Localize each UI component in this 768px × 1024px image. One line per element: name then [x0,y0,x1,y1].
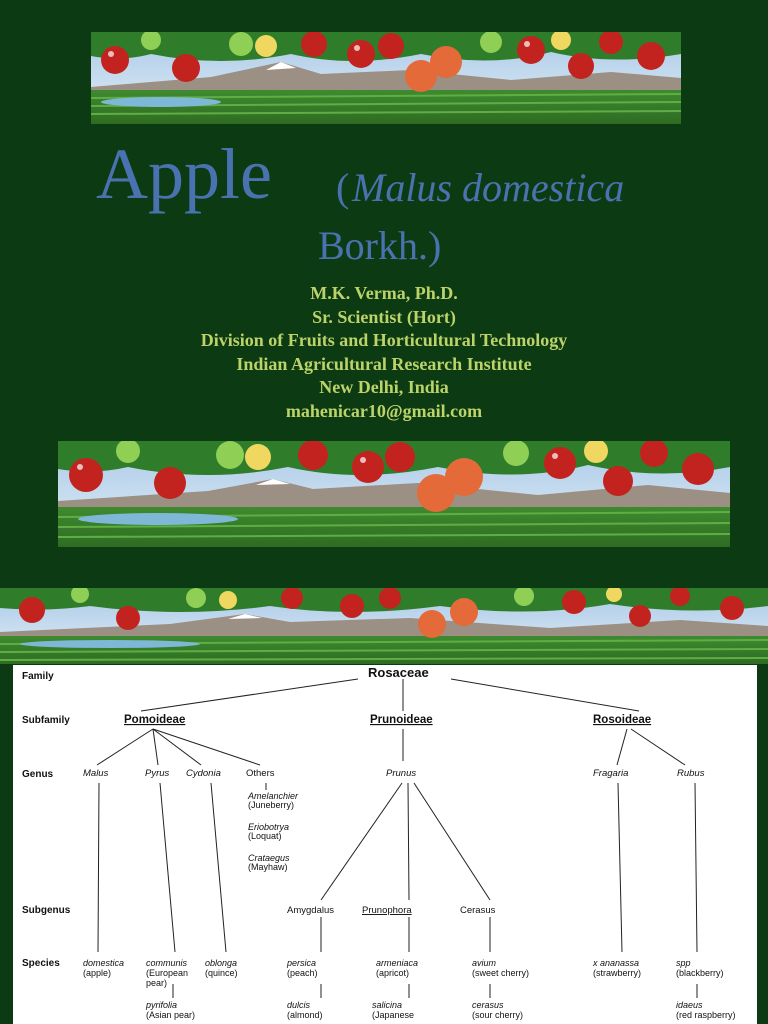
species-pyrifolia: pyrifolia [146,1000,178,1010]
title-authority-line [318,223,442,268]
species-idaeus: idaeus [676,1000,703,1010]
orchard-illustration [58,441,730,547]
species-pyrifolia-common: (Asian pear) [146,1010,196,1020]
species-armeniaca: armeniaca [376,958,419,968]
author-name: M.K. Verma, Ph.D. [310,283,458,303]
row-label-subgenus: Subgenus [22,905,71,916]
taxonomy-tree-panel [13,665,757,1024]
slide-title [0,134,768,228]
author-position: Sr. Scientist (Hort) [312,306,456,327]
author-division: Division of Fruits and Horticultural Technology [200,330,568,350]
species-dulcis-common: (almond) [287,1010,323,1020]
others-crataegus: Crataegus [248,853,290,863]
subgenus-prunophora: Prunophora [362,905,412,916]
species-idaeus-common: (red raspberry) [676,1010,736,1020]
genus-others: Others [246,768,275,779]
subfamily-prunoideae: Prunoideae [370,714,433,726]
author-email[interactable]: mahenicar10@gmail.com [285,400,483,421]
species-avium: avium [472,958,497,968]
species-cerasus-common: (sour cherry) [472,1010,524,1020]
subfamily-pomoideae: Pomoideae [124,714,186,726]
others-amelanchier: Amelanchier [248,791,299,801]
others-eriobotrya-common: (Loquat) [248,831,282,841]
family-name: Rosaceae [368,665,429,680]
author-location: New Delhi, India [319,377,449,397]
subgenus-amygdalus: Amygdalus [287,905,334,916]
genus-fragaria: Fragaria [593,768,629,779]
tree-connectors [97,679,697,998]
genus-pyrus: Pyrus [145,768,170,779]
taxonomy-tree [13,665,757,1024]
row-label-family: Family [22,671,54,682]
apple-orchard-banner-slide2 [0,588,768,664]
genus-malus: Malus [83,768,109,779]
species-persica: persica [287,958,317,968]
species-spp: spp [676,958,691,968]
title-open-paren: ( [336,165,350,210]
species-spp-common: (blackberry) [676,968,724,978]
species-salicina: salicina [372,1000,403,1010]
others-amelanchier-common: (Juneberry) [248,800,295,810]
orchard-illustration [0,588,768,664]
species-dulcis: dulcis [287,1000,311,1010]
species-avium-common: (sweet cherry) [472,968,530,978]
species-oblonga-common: (quince) [205,968,238,978]
species-persica-common: (peach) [287,968,318,978]
species-communis-common: (European [146,968,189,978]
genus-prunus: Prunus [386,768,417,779]
orchard-illustration [91,32,681,124]
genus-rubus: Rubus [677,768,705,779]
title-scientific-name: Malus domestica [352,165,625,210]
title-common-name: Apple [96,134,272,214]
species-domestica: domestica [83,958,125,968]
genus-cydonia: Cydonia [186,768,221,779]
apple-orchard-banner-top [91,32,681,124]
others-eriobotrya: Eriobotrya [248,822,290,832]
species-ananassa: x ananassa [593,958,640,968]
apple-orchard-banner-bottom [58,441,730,547]
subgenus-cerasus: Cerasus [460,905,496,916]
row-label-subfamily: Subfamily [22,715,70,726]
species-domestica-common: (apple) [83,968,112,978]
species-cerasus: cerasus [472,1000,504,1010]
title-close-paren: ) [428,223,442,268]
title-authority: Borkh. [318,223,428,268]
row-label-genus: Genus [22,769,54,780]
species-oblonga: oblonga [205,958,238,968]
species-communis: communis [146,958,188,968]
author-institute: Indian Agricultural Research Institute [236,353,532,374]
author-block [0,282,768,423]
species-communis-common-2: pear) [146,978,168,988]
others-crataegus-common: (Mayhaw) [248,862,288,872]
species-armeniaca-common: (apricot) [376,968,410,978]
row-label-species: Species [22,958,60,969]
species-ananassa-common: (strawberry) [593,968,642,978]
subfamily-rosoideae: Rosoideae [593,714,652,726]
species-salicina-common: (Japanese [372,1010,415,1020]
